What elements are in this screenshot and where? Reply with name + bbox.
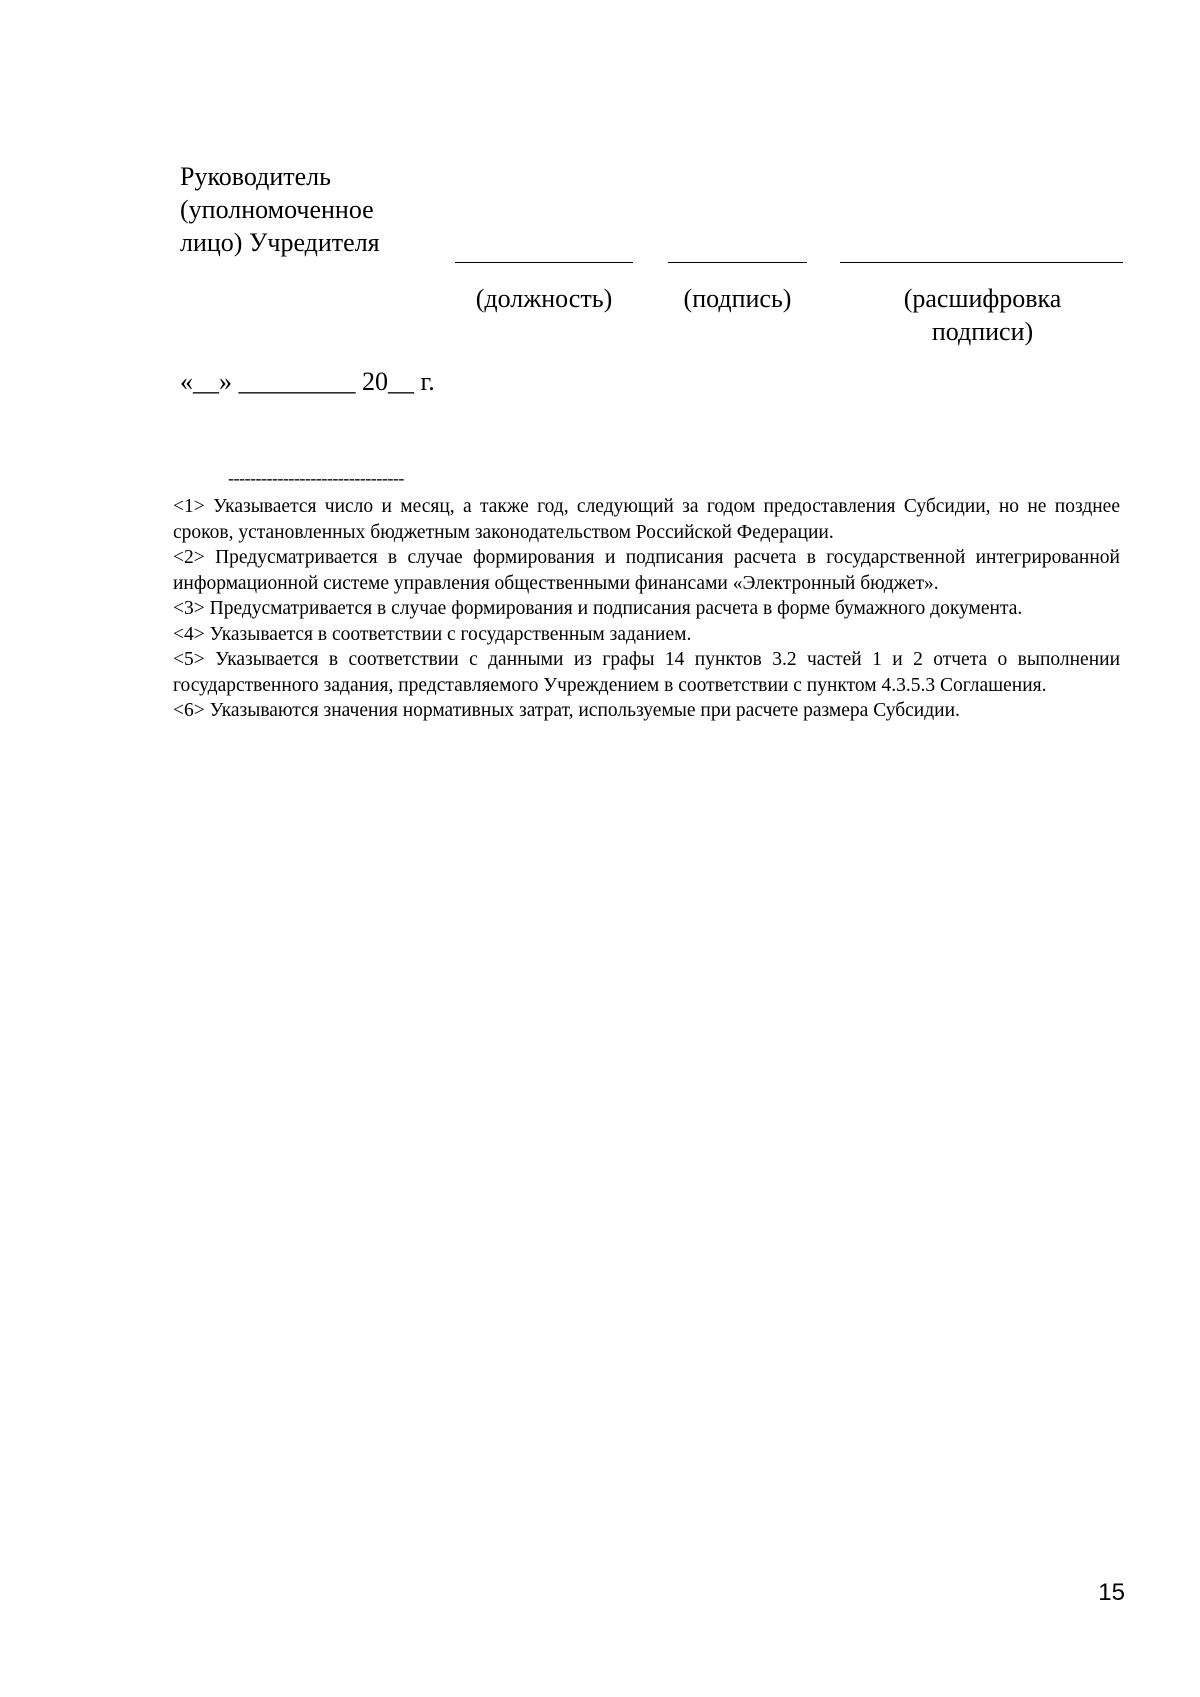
footnote-3: <3> Предусматривается в случае формирования и подписания расчета в форме бумажного документа. <box>173 598 1023 619</box>
footnote-2: <2> Предусматривается в случае формирования и подписания расчета в государственной интегрированной информационной системе управления общественными финансами «Электронный бюджет». <box>173 547 1120 594</box>
signer-label: Руководитель (уполномоченное лицо) Учредителя <box>180 162 380 257</box>
page-number: 15 <box>1098 1579 1125 1606</box>
footnotes-list <box>173 494 1120 724</box>
footnote-4: <4> Указывается в соответствии с государственным заданием. <box>173 623 692 645</box>
date-line: «__» _________ 20__ г. <box>180 367 435 396</box>
signature-line <box>668 262 807 263</box>
footnote-5: <5> Указывается в соответствии с данными из графы 14 пунктов 3.2 частей 1 и 2 отчета о выполнении государственного задания, представляемого Учреждением в соответствии с пунктом 4.3.5.3 Соглашения. <box>173 649 1120 696</box>
footnote-1: <1> Указывается число и месяц, а также год, следующий за годом предоставления Субсидии, но не позднее сроков, установленных бюджетным законодательством Российской Федерации. <box>173 496 1120 543</box>
decryption-line <box>840 262 1123 263</box>
footnote-6: <6> Указываются значения нормативных затрат, используемые при расчете размера Субсидии. <box>173 700 960 721</box>
footnote-separator: -------------------------------- <box>228 468 404 488</box>
signature-caption: (подпись) <box>683 284 792 313</box>
position-line <box>455 262 633 263</box>
position-caption: (должность) <box>475 284 613 313</box>
decryption-caption: (расшифровка подписи) <box>903 284 1062 346</box>
